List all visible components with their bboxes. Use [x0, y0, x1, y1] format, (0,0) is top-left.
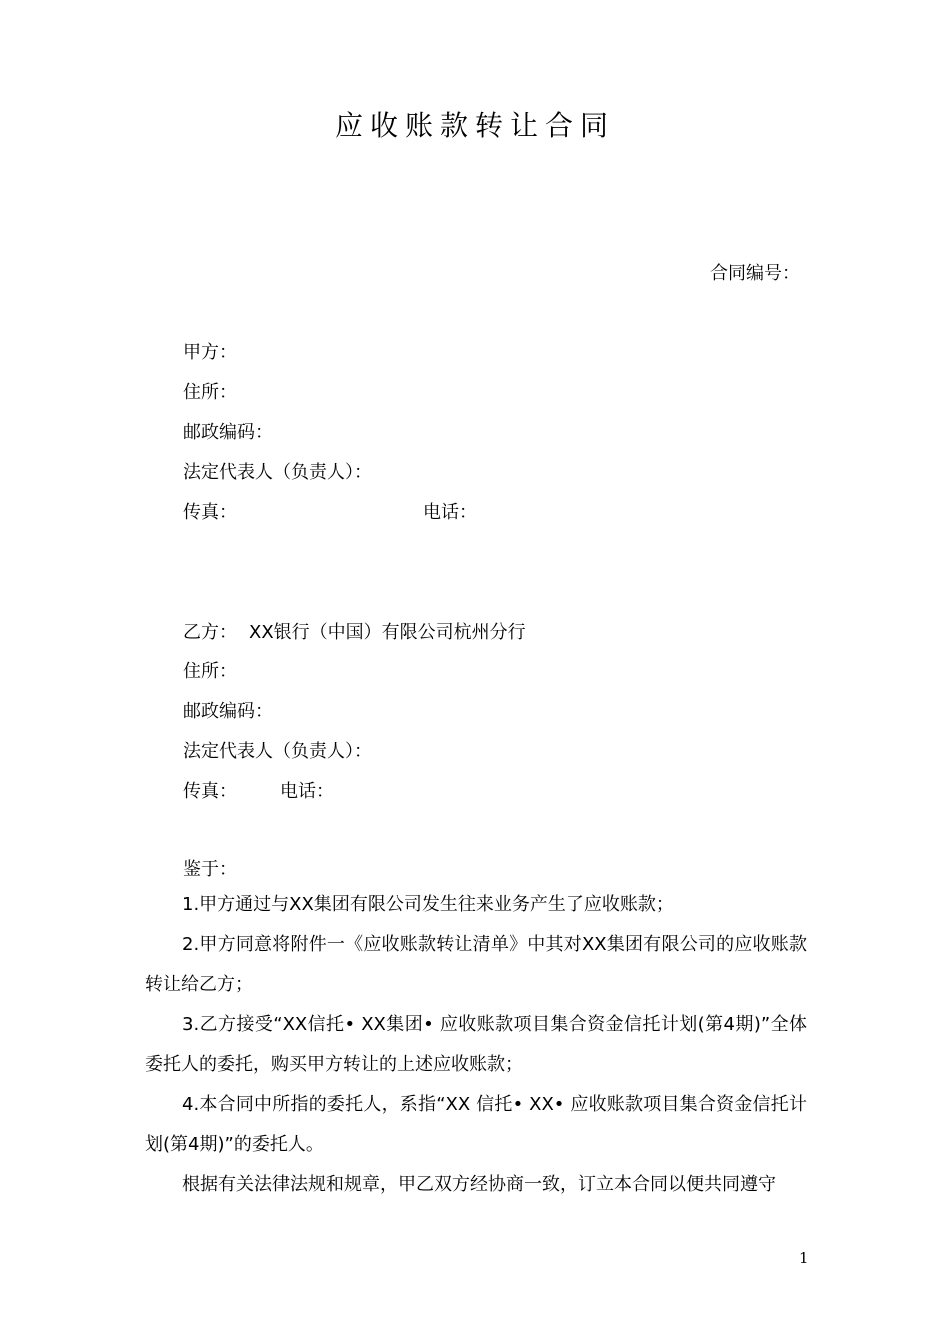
party-b-postcode: 邮政编码： — [183, 701, 273, 722]
whereas-item-1: 1.甲方通过与XX集团有限公司发生往来业务产生了应收账款； — [182, 894, 674, 915]
party-a-postcode: 邮政编码： — [183, 422, 273, 443]
party-b-row — [183, 618, 526, 644]
whereas-item-2: 2.甲方同意将附件一《应收账款转让清单》中其对XX集团有限公司的应收账款转让给乙方； — [145, 934, 807, 995]
whereas-item-4: 4.本合同中所指的委托人，系指“XX 信托• XX• 应收账款项目集合资金信托计划(第4期)”的委托人。 — [145, 1094, 807, 1155]
closing-paragraph: 根据有关法律法规和规章，甲乙双方经协商一致，订立本合同以便共同遵守 — [182, 1174, 776, 1195]
party-a-address: 住所： — [183, 382, 237, 403]
whereas-item-3: 3.乙方接受“XX信托• XX集团• 应收账款项目集合资金信托计划(第4期)”全体委托人的委托，购买甲方转让的上述应收账款； — [145, 1014, 807, 1075]
party-a-legal-rep: 法定代表人（负责人）： — [183, 462, 372, 483]
party-b-name: XX银行（中国）有限公司杭州分行 — [249, 622, 526, 643]
party-b-phone: 电话： — [280, 781, 334, 802]
party-a-phone: 电话： — [423, 502, 477, 523]
contract-number-label: 合同编号： — [710, 263, 800, 284]
party-a-label: 甲方： — [183, 342, 237, 363]
party-b-fax: 传真： — [183, 781, 237, 802]
party-a-fax: 传真： — [183, 502, 237, 523]
party-b-legal-rep: 法定代表人（负责人）： — [183, 741, 372, 762]
party-b-label: 乙方： — [183, 622, 237, 643]
party-a-contact-row — [183, 498, 477, 524]
party-b-contact-row — [183, 777, 334, 803]
whereas-heading: 鉴于： — [183, 859, 237, 880]
page-number: 1 — [799, 1249, 809, 1267]
party-b-address: 住所： — [183, 661, 237, 682]
document-title: 应收账款转让合同 — [334, 109, 615, 142]
